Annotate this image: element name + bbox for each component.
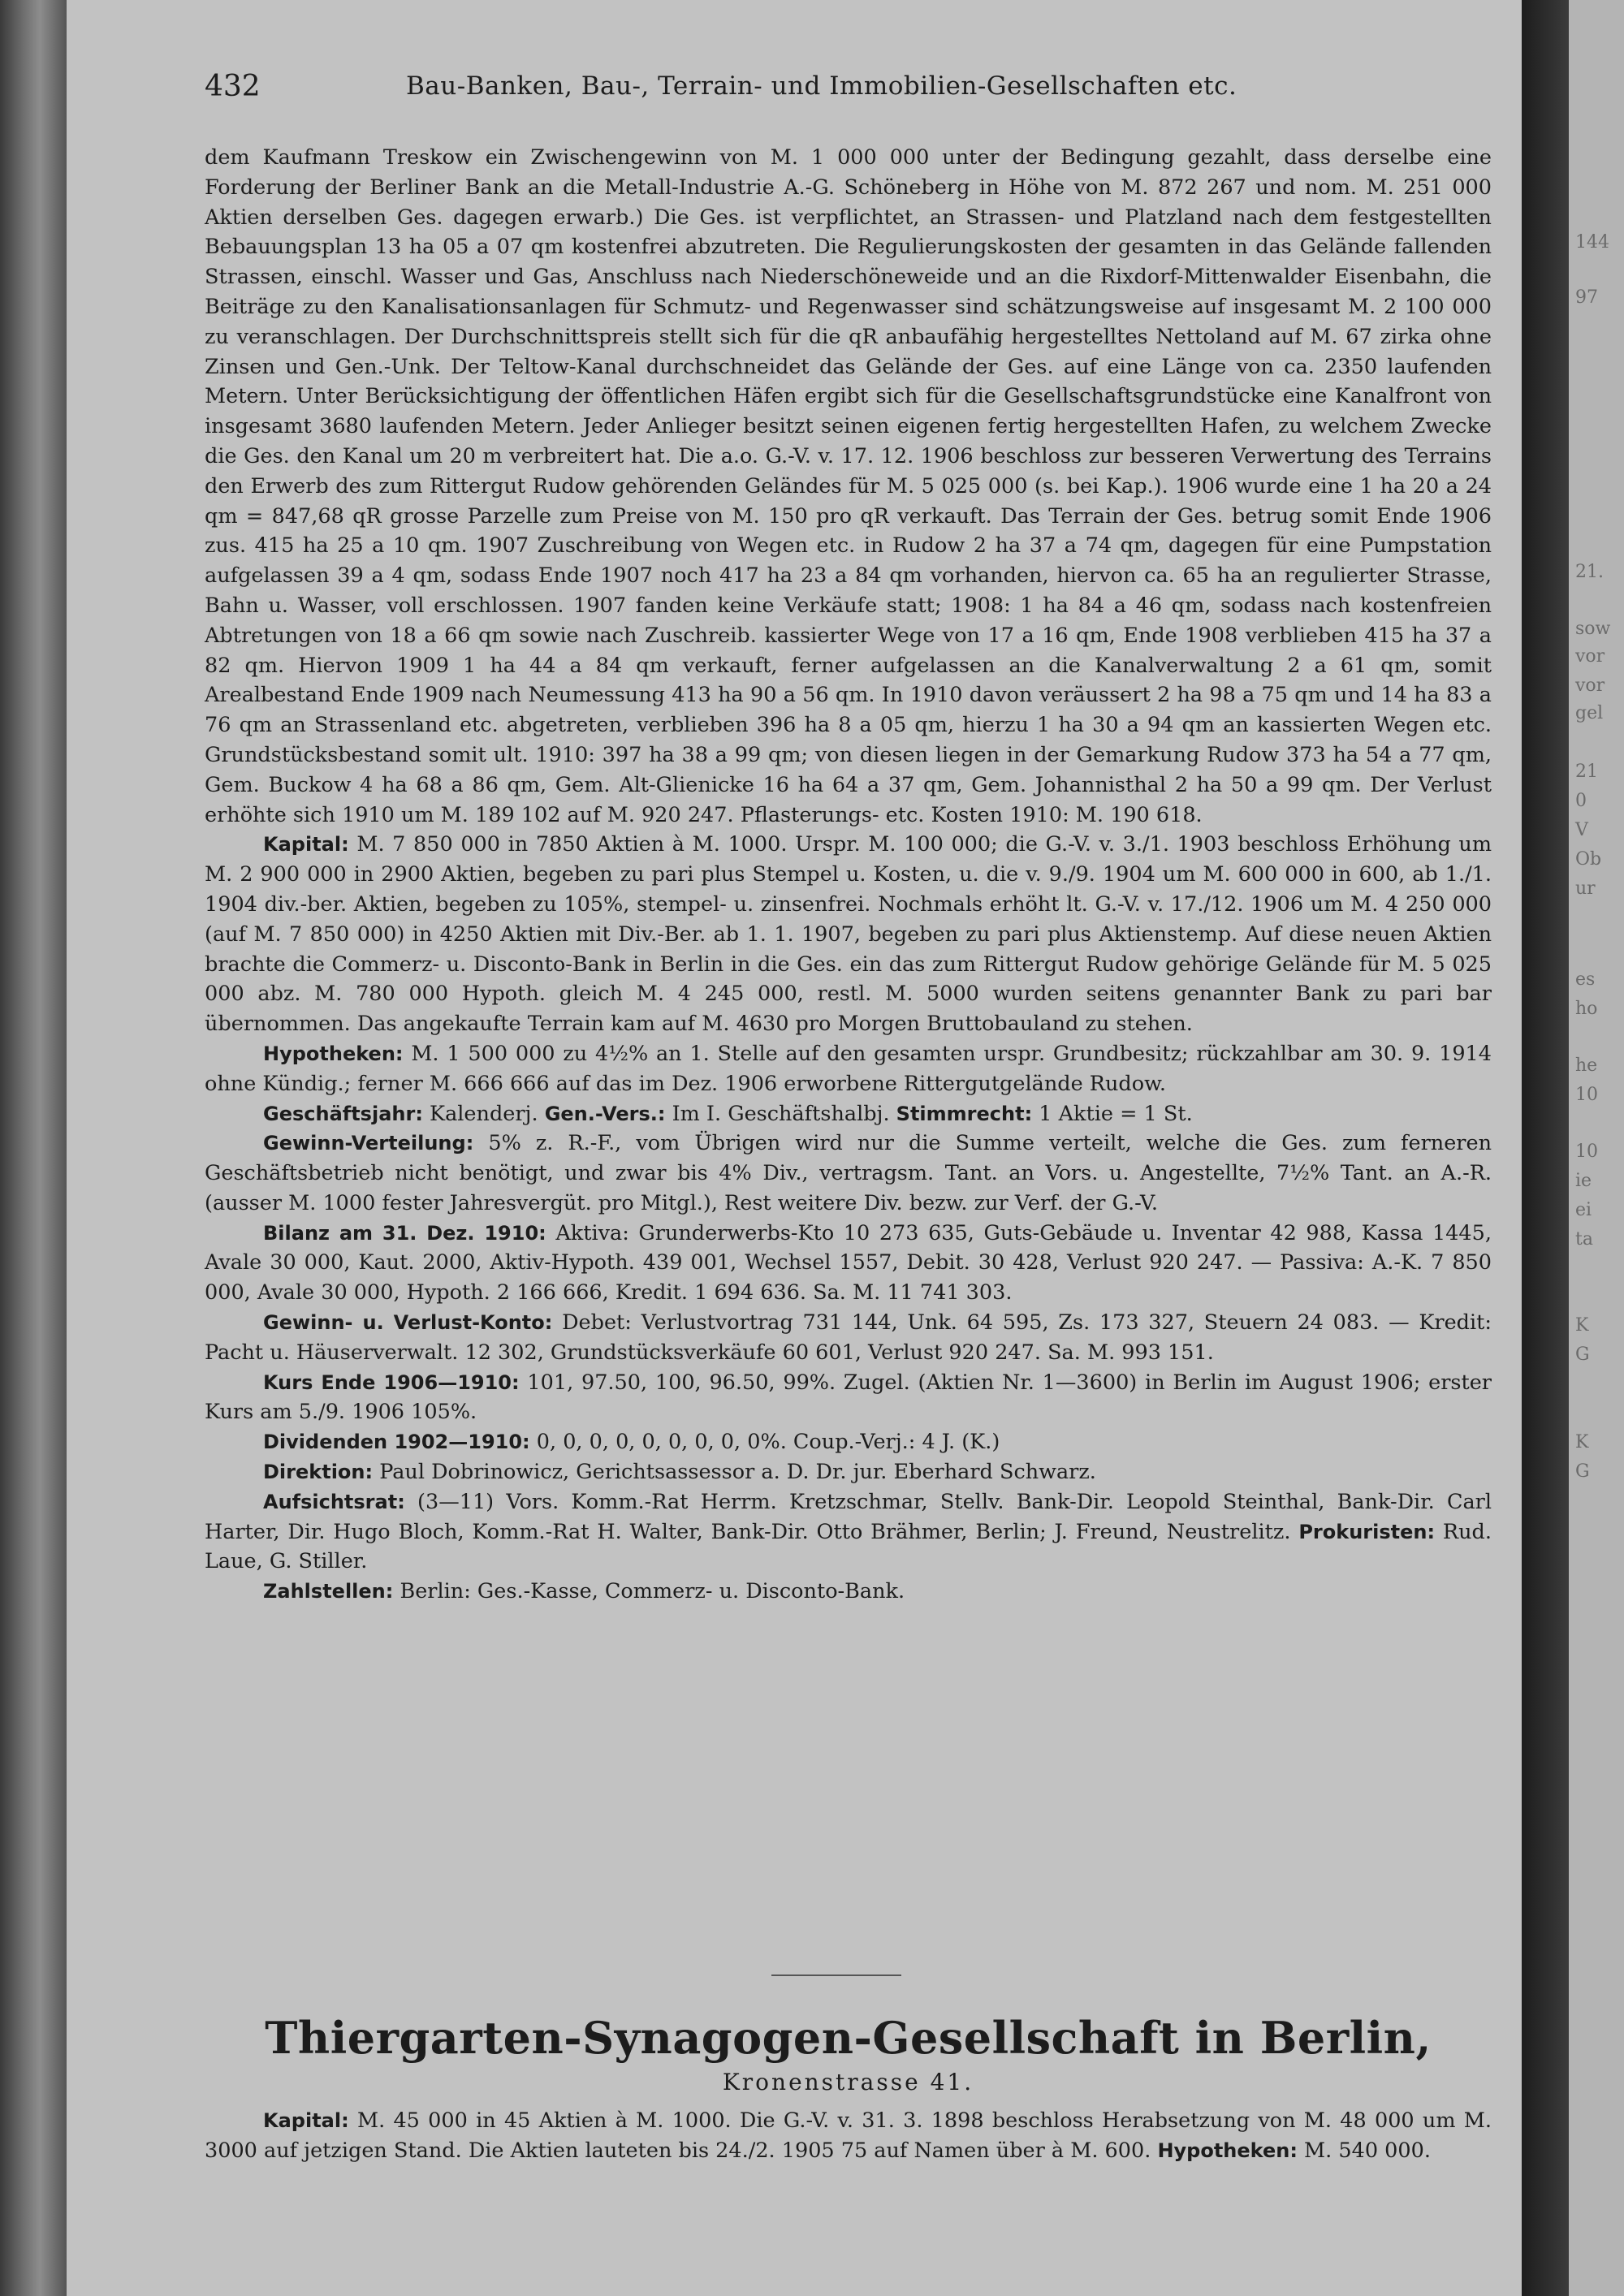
gewinn-verteilung-text: 5% z. R.-F., vom Übrigen wird nur die Summe verteilt, welche die Ges. zum ferneren Geschäftsbetrieb nicht benötigt, und zwar bis 4% Div., vertragsm. Tant. an Vors. u. Angestellte, 7½% Tant. an A.-R. (ausser M. 1000 fester Jahresvergüt. pro Mitgl.), Rest weitere Div. bezw. zur Verf. der G.-V.	[205, 1131, 1492, 1215]
zahlstellen-text: Berlin: Ges.-Kasse, Commerz- u. Disconto-Bank.	[393, 1579, 905, 1604]
book-gutter	[1522, 0, 1569, 2296]
adjacent-fragment: ho	[1575, 999, 1598, 1019]
gewinn-verteilung-section	[205, 1129, 1492, 1218]
adjacent-fragment: 10	[1575, 1085, 1598, 1105]
adjacent-fragment: G	[1575, 1461, 1590, 1482]
hypotheken-section	[205, 1039, 1492, 1099]
kapital-label: Kapital:	[263, 833, 349, 857]
next-hypotheken-text: M. 540 000.	[1297, 2138, 1431, 2163]
aufsichtsrat-text: (3—11) Vors. Komm.-Rat Herrm. Kretzschmar, Stellv. Bank-Dir. Leopold Steinthal, Bank-Dir. Carl Harter, Dir. Hugo Bloch, Komm.-Rat H. Walter, Bank-Dir. Otto Brähmer, Berlin; J. Freund, Neustrelitz.	[205, 1489, 1492, 1544]
geschaeftsjahr-section	[205, 1099, 1492, 1129]
stimmrecht-label: Stimmrecht:	[896, 1102, 1033, 1125]
zahlstellen-section	[205, 1577, 1492, 1607]
next-company-body	[205, 2106, 1492, 2166]
dividenden-label: Dividenden 1902—1910:	[263, 1431, 530, 1454]
scan-binding-shadow	[0, 0, 67, 2296]
adjacent-fragment: ur	[1575, 878, 1596, 899]
bilanz-text: Aktiva: Grunderwerbs-Kto 10 273 635, Guts-Gebäude u. Inventar 42 988, Kassa 1445, Avale 30 000, Kaut. 2000, Aktiv-Hypoth. 439 001, Wechsel 1557, Debit. 30 428, Verlust 920 247. — Passiva: A.-K. 7 850 000, Avale 30 000, Hypoth. 2 166 666, Kredit. 1 694 636. Sa. M. 11 741 303.	[205, 1220, 1492, 1306]
adjacent-fragment: gel	[1575, 703, 1604, 723]
adjacent-fragment: Ob	[1575, 849, 1602, 870]
company-entry-body	[205, 143, 1492, 1607]
guv-text: Debet: Verlustvortrag 731 144, Unk. 64 595, Zs. 173 327, Steuern 24 083. — Kredit: Pacht u. Häuserverwalt. 12 302, Grundstücksverkäufe 60 601, Verlust 920 247. Sa. M. 993 151.	[205, 1310, 1492, 1365]
adjacent-fragment: K	[1575, 1432, 1589, 1452]
dividenden-section	[205, 1427, 1492, 1457]
kapital-section	[205, 830, 1492, 1039]
next-kapital-label: Kapital:	[263, 2109, 349, 2132]
next-kapital-text: M. 45 000 in 45 Aktien à M. 1000. Die G.-V. v. 31. 3. 1898 beschloss Herabsetzung von M. 48 000 um M. 3000 auf jetzigen Stand. Die Aktien lauteten bis 24./2. 1905 75 auf Namen über à M. 600.	[205, 2108, 1492, 2163]
kurs-label: Kurs Ende 1906—1910:	[263, 1370, 520, 1394]
adjacent-fragment: ie	[1575, 1171, 1592, 1191]
adjacent-fragment: 0	[1575, 791, 1587, 811]
direktion-text: Paul Dobrinowicz, Gerichtsassessor a. D. Dr. jur. Eberhard Schwarz.	[373, 1460, 1096, 1485]
zahlstellen-label: Zahlstellen:	[263, 1580, 394, 1603]
stimmrecht-text: 1 Aktie = 1 St.	[1032, 1101, 1193, 1126]
company-heading: Thiergarten-Synagogen-Gesellschaft in Berlin,	[265, 2012, 1432, 2064]
direktion-section	[205, 1457, 1492, 1487]
company-address: Kronenstrasse 41.	[722, 2069, 974, 2095]
gewinn-verteilung-label: Gewinn-Verteilung:	[263, 1132, 474, 1155]
guv-label: Gewinn- u. Verlust-Konto:	[263, 1311, 553, 1335]
aufsichtsrat-label: Aufsichtsrat:	[263, 1490, 405, 1513]
adjacent-fragment: he	[1575, 1055, 1598, 1076]
adjacent-fragment: ta	[1575, 1229, 1593, 1249]
adjacent-page-edge	[1569, 0, 1624, 2296]
adjacent-fragment: G	[1575, 1344, 1590, 1365]
bilanz-section	[205, 1219, 1492, 1308]
adjacent-fragment: 21	[1575, 762, 1598, 782]
adjacent-fragment: vor	[1575, 646, 1605, 667]
gen-vers-label: Gen.-Vers.:	[544, 1102, 666, 1125]
geschaeftsjahr-label: Geschäftsjahr:	[263, 1102, 423, 1125]
narrative-paragraph: dem Kaufmann Treskow ein Zwischengewinn von M. 1 000 000 unter der Bedingung gezahlt, dass derselbe eine Forderung der Berliner Bank an die Metall-Industrie A.-G. Schöneberg in Höhe von M. 872 267 und nom. M. 251 000 Aktien derselben Ges. dagegen erwarb.) Die Ges. ist verpflichtet, an Strassen- und Platzland nach dem festgestellten Bebauungsplan 13 ha 05 a 07 qm kostenfrei abzutreten. Die Regulierungskosten der gesamten in das Gelände fallenden Strassen, einschl. Wasser und Gas, Anschluss nach Niederschöneweide und an die Rixdorf-Mittenwalder Eisenbahn, die Beiträge zu den Kanalisationsanlagen für Schmutz- und Regenwasser sind schätzungsweise auf insgesamt M. 2 100 000 zu veranschlagen. Der Durchschnittspreis stellt sich für die qR anbaufähig hergestelltes Nettoland auf M. 67 zirka ohne Zinsen und Gen.-Unk. Der Teltow-Kanal durchschneidet das Gelände der Ges. auf eine Länge von ca. 2350 laufenden Metern. Unter Berücksichtigung der öffentlichen Häfen ergibt sich für die Gesellschaftsgrundstücke eine Kanalfront von insgesamt 3680 laufenden Metern. Jeder Anlieger besitzt seinen eigenen fertig hergestellten Hafen, zu welchem Zwecke die Ges. den Kanal um 20 m verbreitert hat. Die a.o. G.-V. v. 17. 12. 1906 beschloss zur besseren Verwertung des Terrains den Erwerb des zum Rittergut Rudow gehörenden Geländes für M. 5 025 000 (s. bei Kap.). 1906 wurde eine 1 ha 20 a 24 qm = 847,68 qR grosse Parzelle zum Preise von M. 150 pro qR verkauft. Das Terrain der Ges. betrug somit Ende 1906 zus. 415 ha 25 a 10 qm. 1907 Zuschreibung von Wegen etc. in Rudow 2 ha 37 a 74 qm, dagegen für eine Pumpstation aufgelassen 39 a 4 qm, sodass Ende 1907 noch 417 ha 23 a 84 qm vorhanden, hiervon ca. 65 ha an regulierter Strasse, Bahn u. Wasser, voll erschlossen. 1907 fanden keine Verkäufe statt; 1908: 1 ha 84 a 46 qm, sodass nach kostenfreien Abtretungen von 18 a 66 qm sowie nach Zuschreib. kassierter Wege von 17 a 16 qm, Ende 1908 verblieben 415 ha 37 a 82 qm. Hiervon 1909 1 ha 44 a 84 qm verkauft, ferner aufgelassen an die Kanalverwaltung 2 a 61 qm, somit Arealbestand Ende 1909 nach Neumessung 413 ha 90 a 56 qm. In 1910 davon veräussert 2 ha 98 a 75 qm und 14 ha 83 a 76 qm an Strassenland etc. abgetreten, verblieben 396 ha 8 a 05 qm, hierzu 1 ha 30 a 94 qm an kassierten Wegen etc. Grundstücksbestand somit ult. 1910: 397 ha 38 a 99 qm; von diesen liegen in der Gemarkung Rudow 373 ha 54 a 77 qm, Gem. Buckow 4 ha 68 a 86 qm, Gem. Alt-Glienicke 16 ha 64 a 37 qm, Gem. Johannisthal 2 ha 50 a 99 qm. Der Verlust erhöhte sich 1910 um M. 189 102 auf M. 920 247. Pflasterungs- etc. Kosten 1910: M. 190 618.	[205, 145, 1492, 827]
adjacent-fragment: V	[1575, 820, 1588, 840]
direktion-label: Direktion:	[263, 1461, 374, 1484]
adjacent-fragment: vor	[1575, 675, 1605, 696]
hypotheken-label: Hypotheken:	[263, 1042, 404, 1065]
adjacent-fragment: 21.	[1575, 562, 1604, 582]
section-divider	[771, 1974, 901, 1976]
running-title: Bau-Banken, Bau-, Terrain- und Immobilien-Gesellschaften etc.	[406, 71, 1237, 101]
kurs-section	[205, 1368, 1492, 1428]
guv-section	[205, 1308, 1492, 1368]
adjacent-fragment: es	[1575, 969, 1596, 990]
hypotheken-text: M. 1 500 000 zu 4½% an 1. Stelle auf den gesamten urspr. Grundbesitz; rückzahlbar am 30. 9. 1914 ohne Kündig.; ferner M. 666 666 auf das im Dez. 1906 erworbene Rittergutgelände Rudow.	[205, 1041, 1492, 1096]
next-company-paragraph	[205, 2106, 1492, 2166]
prokuristen-text: Rud. Laue, G. Stiller.	[205, 1519, 1492, 1574]
page-header	[205, 70, 1496, 102]
next-hypotheken-label: Hypotheken:	[1157, 2138, 1298, 2162]
adjacent-fragment: sow	[1575, 619, 1611, 639]
prokuristen-label: Prokuristen:	[1298, 1520, 1436, 1543]
adjacent-fragment: K	[1575, 1315, 1589, 1336]
kapital-text: M. 7 850 000 in 7850 Aktien à M. 1000. Urspr. M. 100 000; die G.-V. v. 3./1. 1903 beschloss Erhöhung um M. 2 900 000 in 2900 Aktien, begeben zu pari plus Stempel u. Kosten, u. die v. 9./9. 1904 um M. 600 000 in 600, ab 1./1. 1904 div.-ber. Aktien, begeben zu 105%, stempel- u. zinsenfrei. Nochmals erhöht lt. G.-V. v. 17./12. 1906 um M. 4 250 000 (auf M. 7 850 000) in 4250 Aktien mit Div.-Ber. ab 1. 1. 1907, begeben zu pari plus Aktienstemp. Auf diese neuen Aktien brachte die Commerz- u. Disconto-Bank in Berlin in die Ges. ein das zum Rittergut Rudow gehörige Gelände für M. 5 025 000 abz. M. 780 000 Hypoth. gleich M. 4 245 000, restl. M. 5000 wurden seitens genannter Bank zu pari bar übernommen. Das angekaufte Terrain kam auf M. 4630 pro Morgen Bruttobauland zu stehen.	[205, 832, 1492, 1037]
kurs-text: 101, 97.50, 100, 96.50, 99%. Zugel. (Aktien Nr. 1—3600) in Berlin im August 1906; erster Kurs am 5./9. 1906 105%.	[205, 1370, 1492, 1425]
geschaeftsjahr-text: Kalenderj.	[422, 1101, 545, 1126]
aufsichtsrat-section	[205, 1487, 1492, 1577]
page-number: 432	[205, 70, 261, 103]
dividenden-text: 0, 0, 0, 0, 0, 0, 0, 0, 0%. Coup.-Verj.: 4 J. (K.)	[529, 1430, 1000, 1455]
adjacent-fragment: ei	[1575, 1200, 1592, 1220]
adjacent-fragment: 10	[1575, 1142, 1598, 1162]
bilanz-label: Bilanz am 31. Dez. 1910:	[263, 1221, 546, 1245]
gen-vers-text: Im I. Geschäftshalbj.	[665, 1101, 896, 1126]
adjacent-fragment: 144	[1575, 232, 1609, 252]
adjacent-fragment: 97	[1575, 287, 1598, 308]
